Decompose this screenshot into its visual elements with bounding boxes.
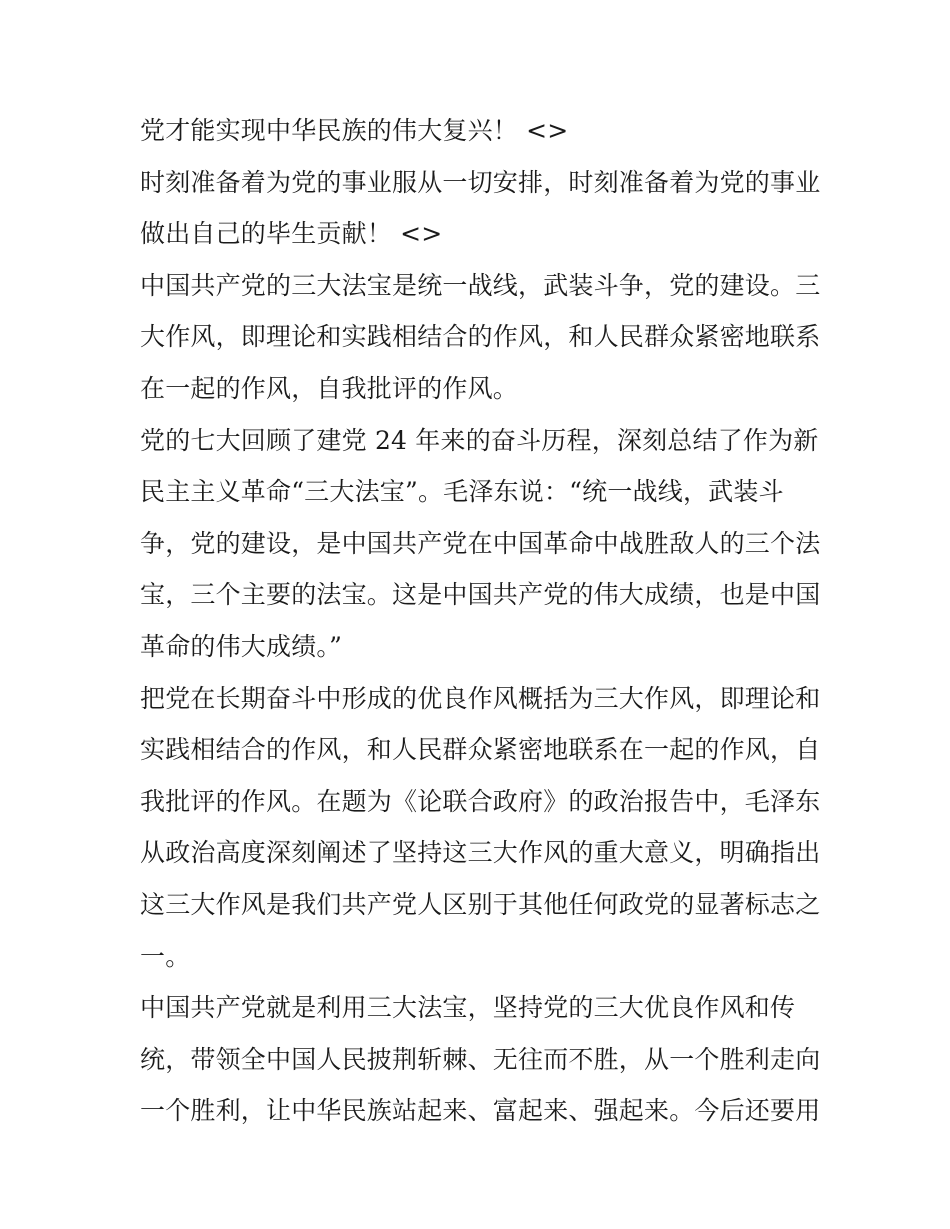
text-line: 一。: [140, 941, 191, 971]
text-line: 中国共产党就是利用三大法宝，坚持党的三大优良作风和传: [140, 993, 796, 1023]
text-line: 做出自己的毕生贡献！ <>: [140, 219, 443, 249]
text-line: 从政治高度深刻阐述了坚持这三大作风的重大意义，明确指出: [140, 838, 821, 868]
text-line: 在一起的作风，自我批评的作风。: [140, 373, 519, 403]
text-line: 时刻准备着为党的事业服从一切安排，时刻准备着为党的事业: [140, 167, 821, 197]
text-line: 把党在长期奋斗中形成的优良作风概括为三大作风，即理论和: [140, 683, 821, 713]
text-line: 革命的伟大成绩。”: [140, 631, 343, 661]
text-line: 党才能实现中华民族的伟大复兴！ <>: [140, 116, 569, 145]
document-body: [140, 105, 820, 1137]
text-line: 争，党的建设，是中国共产党在中国革命中战胜敌人的三个法: [140, 528, 821, 558]
text-line: 党的七大回顾了建党 24 年来的奋斗历程，深刻总结了作为新: [140, 425, 819, 455]
text-line: 中国共产党的三大法宝是统一战线，武装斗争，党的建设。三: [140, 270, 821, 300]
text-line: 一个胜利，让中华民族站起来、富起来、强起来。今后还要用: [140, 1096, 821, 1126]
text-line: 民主主义革命“三大法宝”。毛泽东说：“统一战线，武装斗: [140, 477, 784, 507]
text-line: 实践相结合的作风，和人民群众紧密地联系在一起的作风，自: [140, 735, 821, 765]
text-line: 这三大作风是我们共产党人区别于其他任何政党的显著标志之: [140, 889, 821, 919]
text-line: 宝，三个主要的法宝。这是中国共产党的伟大成绩，也是中国: [140, 580, 821, 610]
text-line: 大作风，即理论和实践相结合的作风，和人民群众紧密地联系: [140, 322, 821, 352]
text-line: 统，带领全中国人民披荆斩棘、无往而不胜，从一个胜利走向: [140, 1044, 821, 1074]
text-line: 我批评的作风。在题为《论联合政府》的政治报告中，毛泽东: [140, 786, 821, 816]
